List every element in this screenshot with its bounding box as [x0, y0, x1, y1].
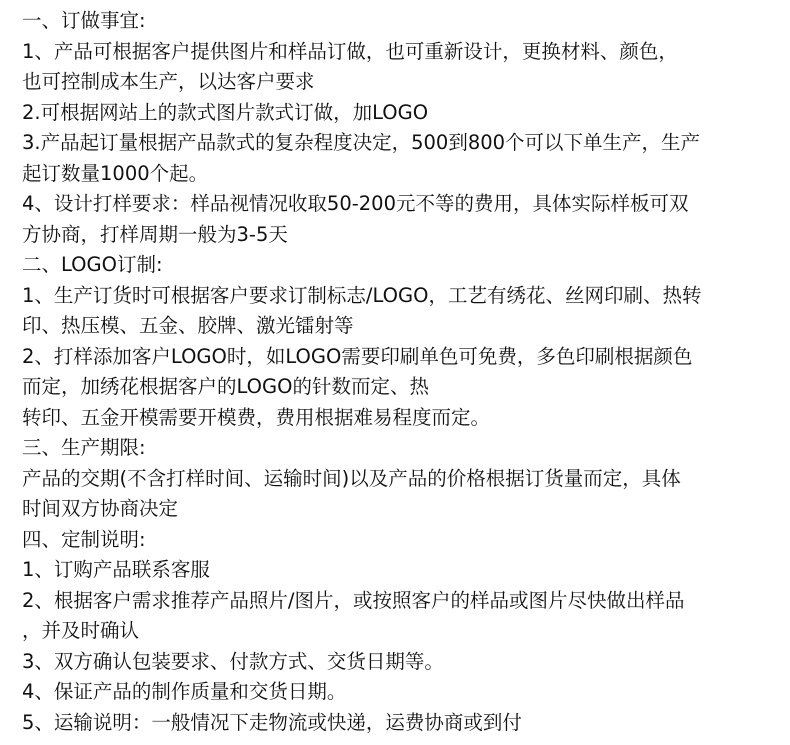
text-line: 1、产品可根据客户提供图片和样品订做，也可重新设计，更换材料、颜色， — [22, 39, 678, 63]
text-line: 2、根据客户需求推荐产品照片/图片，或按照客户的样品或图片尽快做出样品 — [22, 588, 685, 612]
text-line: 方协商，打样周期一般为3-5天 — [22, 222, 288, 246]
text-line: ，并及时确认 — [22, 619, 140, 642]
text-line: 产品的交期(不含打样时间、运输时间)以及产品的价格根据订货量而定，具体 — [22, 466, 681, 490]
text-line: 印、热压模、五金、胶牌、激光镭射等 — [22, 314, 354, 337]
text-line: 3.产品起订量根据产品款式的复杂程度决定，500到800个可以下单生产，生产 — [22, 131, 701, 154]
section-heading-logo: 二、LOGO订制: — [22, 253, 163, 276]
text-line: 起订数量1000个起。 — [22, 161, 209, 185]
text-line: 2.可根据网站上的款式图片款式订做，加LOGO — [22, 100, 429, 124]
text-line: 4、设计打样要求：样品视情况收取50-200元不等的费用，具体实际样板可双 — [22, 192, 689, 215]
text-line: 转印、五金开模需要开模费，费用根据难易程度而定。 — [22, 405, 491, 429]
section-heading-production-period: 三、生产期限: — [22, 436, 146, 459]
text-line: 1、订购产品联系客服 — [22, 558, 210, 581]
section-heading-ordering: 一、订做事宜: — [22, 9, 146, 32]
text-line: 也可控制成本生产，以达客户要求 — [22, 70, 315, 93]
text-line: 时间双方协商决定 — [22, 497, 179, 520]
section-heading-customization: 四、定制说明: — [22, 527, 146, 551]
text-line: 4、保证产品的制作质量和交货日期。 — [22, 680, 347, 703]
text-line: 3、双方确认包装要求、付款方式、交货日期等。 — [22, 649, 444, 673]
text-line: 5、运输说明：一般情况下走物流或快递，运费协商或到付 — [22, 710, 522, 734]
text-line: 2、打样添加客户LOGO时，如LOGO需要印刷单色可免费，多色印刷根据颜色 — [22, 344, 693, 368]
document-body — [22, 6, 782, 738]
text-line: 而定，加绣花根据客户的LOGO的针数而定、热 — [22, 375, 429, 398]
text-line: 1、生产订货时可根据客户要求订制标志/LOGO，工艺有绣花、丝网印刷、热转 — [22, 283, 702, 307]
